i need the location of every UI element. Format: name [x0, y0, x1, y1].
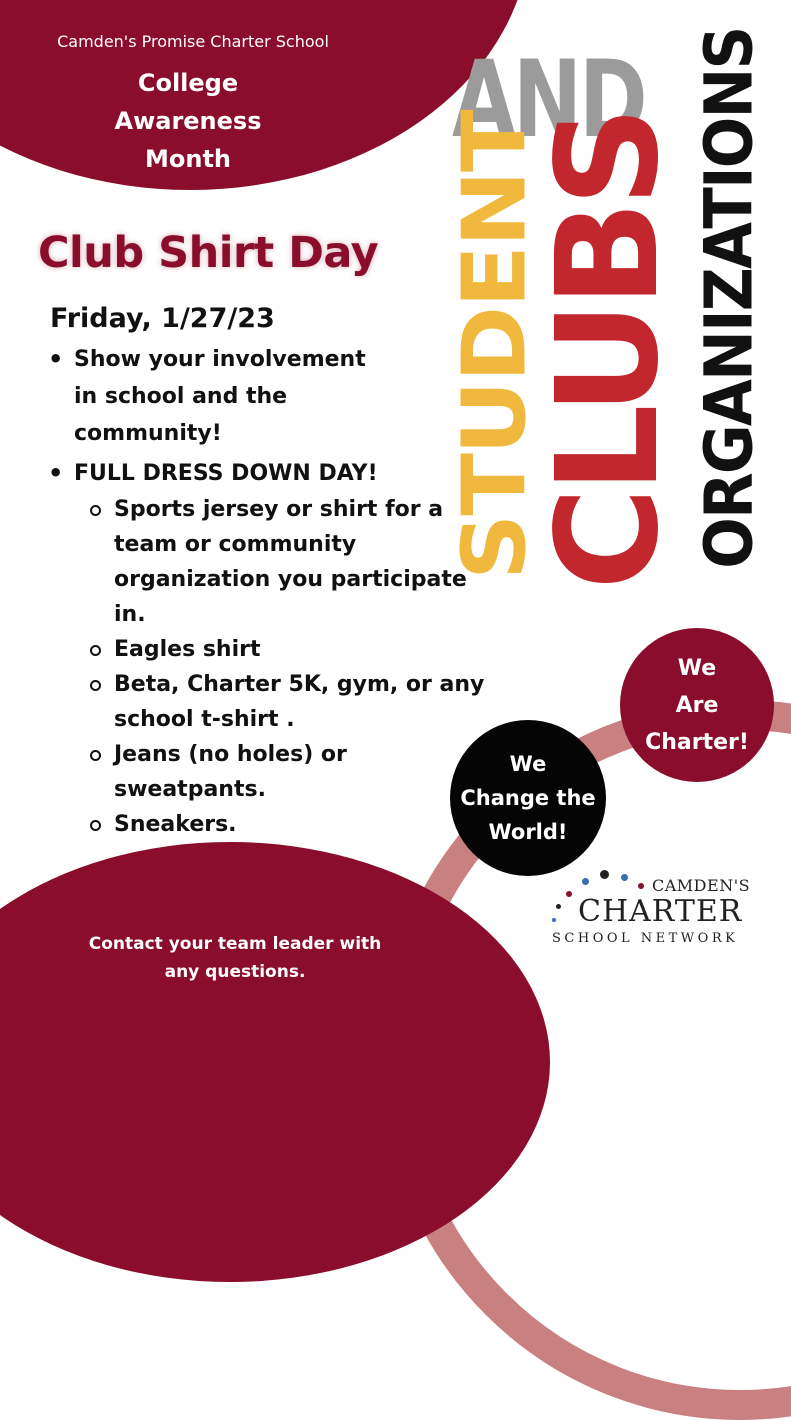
- logo-dot: [638, 883, 644, 889]
- title-line: Awareness: [114, 107, 262, 135]
- list-item: [74, 455, 494, 842]
- word-organizations-text: ORGANIZATIONS: [690, 27, 768, 569]
- logo-dot: [556, 904, 561, 909]
- word-and: AND: [452, 38, 645, 161]
- logo-line2: CHARTER: [578, 894, 743, 929]
- title-line: Month: [144, 145, 231, 173]
- logo-dot: [552, 918, 556, 922]
- logo-dot: [621, 874, 628, 881]
- contact-note: [70, 930, 400, 986]
- word-clubs: [527, 111, 690, 590]
- logo-dot: [566, 891, 572, 897]
- logo-dot: [582, 878, 589, 885]
- change-the-world-badge: [450, 720, 606, 876]
- we-are-charter-badge: [620, 628, 774, 782]
- badge-line: World!: [488, 820, 568, 844]
- list-item-text: FULL DRESS DOWN DAY!: [74, 461, 378, 486]
- list-item: [74, 341, 394, 452]
- list-item-text: Show your involvement in school and the community!: [74, 347, 366, 446]
- event-month-title: [0, 64, 376, 178]
- word-clubs-text: CLUBS: [527, 111, 690, 590]
- badge-line: Are: [675, 692, 719, 718]
- logo-line1: CAMDEN'S: [652, 876, 751, 895]
- contact-line: Contact your team leader with: [88, 934, 382, 954]
- badge-line: Change the: [460, 786, 596, 810]
- word-organizations: [690, 27, 768, 590]
- badge-line: Charter!: [645, 729, 749, 755]
- school-name: Camden's Promise Charter School: [57, 32, 329, 51]
- sub-list-item: Sports jersey or shirt for a team or community organization you participate in.: [114, 492, 494, 632]
- sub-list-item: Sneakers.: [114, 807, 494, 842]
- logo-line3: SCHOOL NETWORK: [552, 931, 739, 946]
- network-logo: [548, 866, 768, 952]
- sub-list-item: Eagles shirt: [114, 632, 494, 667]
- title-line: College: [137, 69, 239, 97]
- badge-line: We: [509, 752, 547, 776]
- word-student-text: STUDENT: [443, 111, 546, 580]
- badge-line: We: [677, 655, 717, 681]
- dress-code-list: [74, 492, 494, 842]
- sub-list-item: Beta, Charter 5K, gym, or any school t-shirt .: [114, 667, 494, 737]
- contact-line: any questions.: [164, 962, 306, 982]
- word-student: [443, 111, 546, 580]
- sub-list-item: Jeans (no holes) or sweatpants.: [114, 737, 494, 807]
- details-list: [30, 341, 494, 842]
- page-title: Club Shirt Day: [38, 228, 379, 278]
- logo-dot: [600, 870, 609, 879]
- event-date: Friday, 1/27/23: [50, 303, 275, 334]
